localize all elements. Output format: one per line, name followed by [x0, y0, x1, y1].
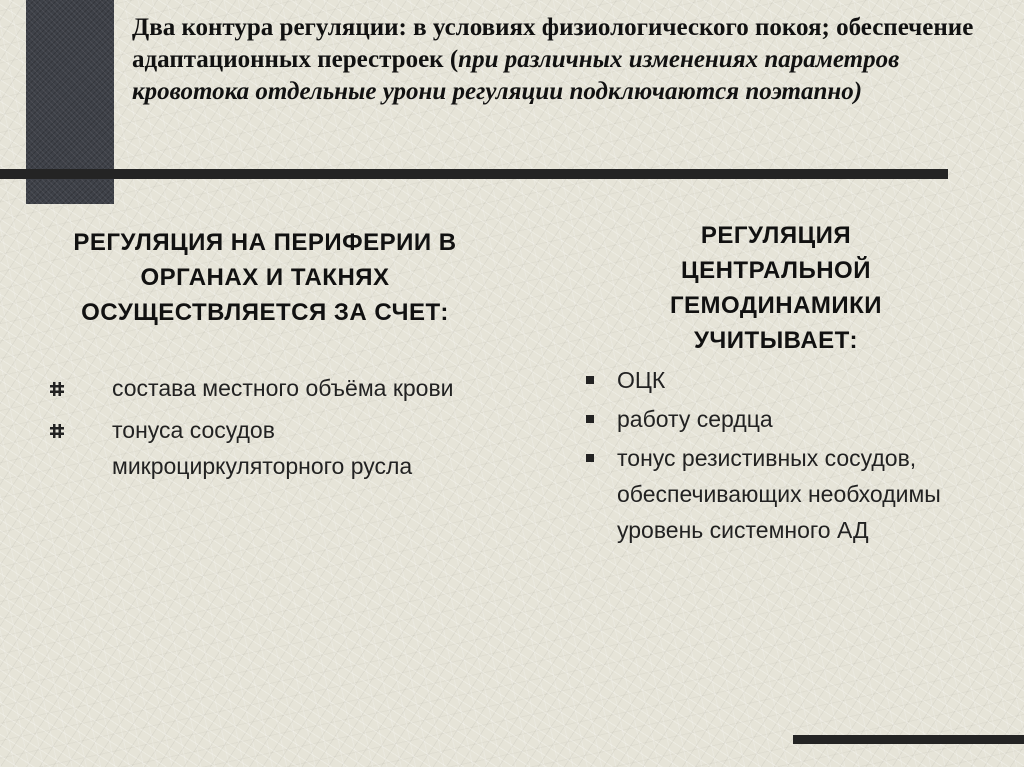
list-item-text: состава местного объёма крови	[112, 375, 454, 401]
header-divider	[0, 169, 948, 179]
right-column-heading: РЕГУЛЯЦИЯ ЦЕНТРАЛЬНОЙ ГЕМОДИНАМИКИ УЧИТЫВАЕТ:	[669, 222, 883, 354]
list-item-text: тонуса сосудов микроциркуляторного русла	[112, 417, 413, 479]
left-bullet-list	[50, 370, 480, 490]
list-item	[50, 412, 480, 484]
list-item	[583, 362, 963, 398]
list-item	[583, 440, 963, 548]
title-rest-line2: обеспечение адаптационных перестроек (	[132, 14, 974, 73]
square-bullet-icon	[586, 454, 594, 462]
hash-bullet-icon	[50, 382, 64, 396]
square-bullet-icon	[586, 415, 594, 423]
list-item-text: работу сердца	[617, 406, 773, 432]
left-column-heading: РЕГУЛЯЦИЯ НА ПЕРИФЕРИИ В ОРГАНАХ И ТАКНЯХ ОСУЩЕСТВЛЯЕТСЯ ЗА СЧЕТ:	[73, 229, 457, 326]
list-item	[50, 370, 480, 406]
footer-divider	[793, 735, 1024, 744]
list-item-text: тонус резистивных сосудов, обеспечивающих необходимы уровень системного АД	[617, 445, 941, 543]
title-bold-lead: Два контура регуляции	[132, 14, 399, 41]
title-rest-line1: : в условиях физиологического покоя;	[398, 14, 830, 41]
list-item	[583, 401, 963, 437]
slide-title	[132, 12, 992, 108]
list-item-text: ОЦК	[617, 367, 666, 393]
square-bullet-icon	[586, 376, 594, 384]
right-bullet-list	[583, 362, 963, 551]
title-italic-part: при различных изменениях параметров кровотока отдельные урони регуляции подключаются поэтапно)	[132, 46, 900, 105]
hash-bullet-icon	[50, 424, 64, 438]
